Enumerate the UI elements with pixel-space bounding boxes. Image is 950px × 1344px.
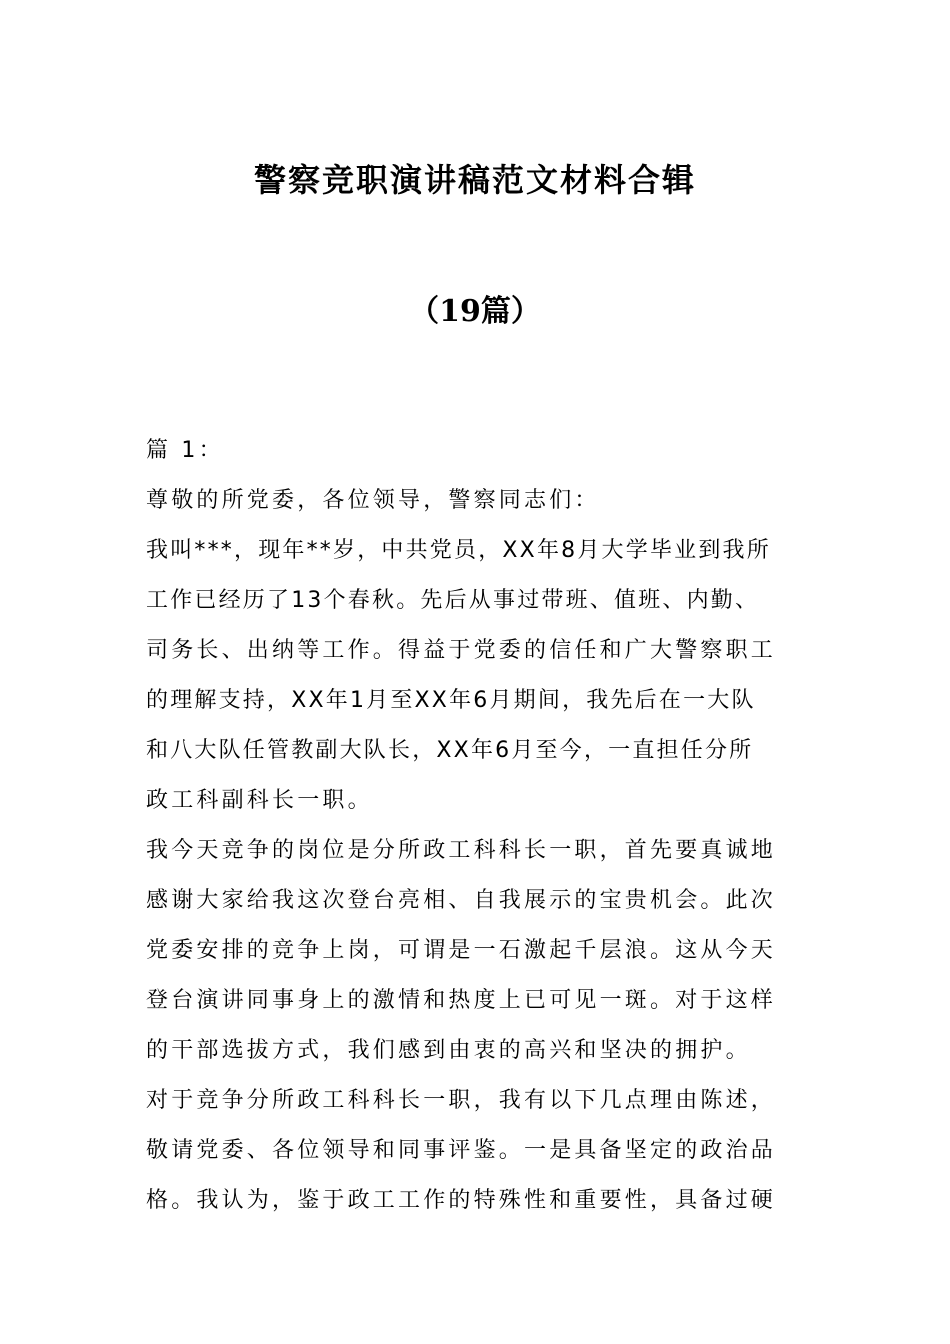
- body-line: 感谢大家给我这次登台亮相、自我展示的宝贵机会。此次: [146, 888, 777, 913]
- body-line: 的干部选拔方式，我们感到由衷的高兴和坚决的拥护。: [146, 1038, 751, 1063]
- document-body: [146, 426, 806, 1226]
- body-line: 工作已经历了13个春秋。先后从事过带班、值班、内勤、: [146, 588, 760, 613]
- document-title: 警察竞职演讲稿范文材料合辑: [253, 161, 696, 199]
- body-line: 政工科副科长一职。: [146, 788, 373, 813]
- body-line: 格。我认为，鉴于政工工作的特殊性和重要性，具备过硬: [146, 1188, 777, 1213]
- body-line: 我叫***，现年**岁，中共党员，XX年8月大学毕业到我所: [146, 538, 771, 563]
- body-line: 司务长、出纳等工作。得益于党委的信任和广大警察职工: [146, 638, 777, 663]
- body-line: 登台演讲同事身上的激情和热度上已可见一斑。对于这样: [146, 988, 777, 1013]
- section-heading: 篇 1：: [146, 438, 224, 463]
- body-line: 对于竞争分所政工科科长一职，我有以下几点理由陈述，: [146, 1088, 777, 1113]
- body-line: 的理解支持，XX年1月至XX年6月期间，我先后在一大队: [146, 688, 756, 713]
- body-line: 敬请党委、各位领导和同事评鉴。一是具备坚定的政治品: [146, 1138, 777, 1163]
- body-line: 党委安排的竞争上岗，可谓是一石激起千层浪。这从今天: [146, 938, 777, 963]
- salutation: 尊敬的所党委，各位领导，警察同志们：: [146, 488, 600, 513]
- body-line: 我今天竞争的岗位是分所政工科科长一职，首先要真诚地: [146, 838, 777, 863]
- body-line: 和八大队任管教副大队长，XX年6月至今，一直担任分所: [146, 738, 754, 763]
- document-subtitle: （19篇）: [409, 294, 541, 329]
